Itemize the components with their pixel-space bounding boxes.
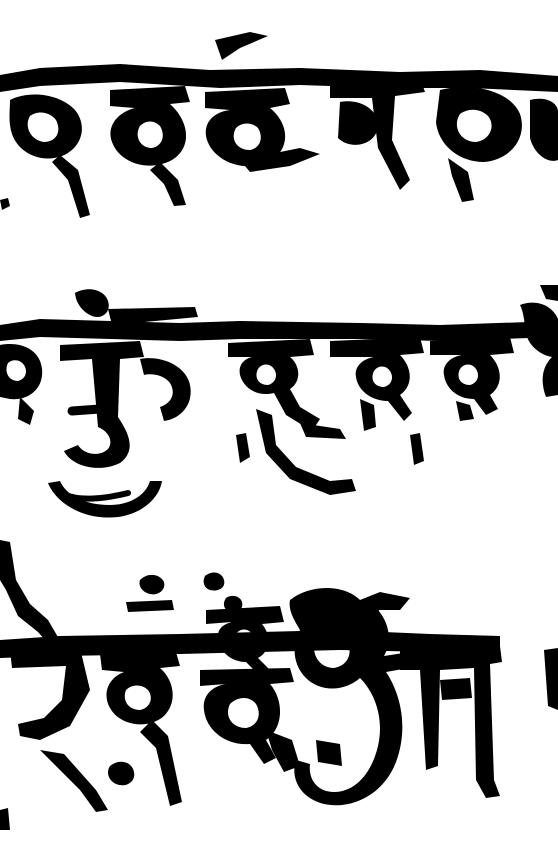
- tibetan-glyphs-line-3: [0, 540, 558, 830]
- script-line-1: [0, 30, 558, 230]
- script-line-2: [0, 285, 558, 535]
- tibetan-glyphs-line-2: [0, 285, 558, 535]
- tibetan-glyphs-line-1: [0, 30, 558, 230]
- script-line-3: [0, 540, 558, 830]
